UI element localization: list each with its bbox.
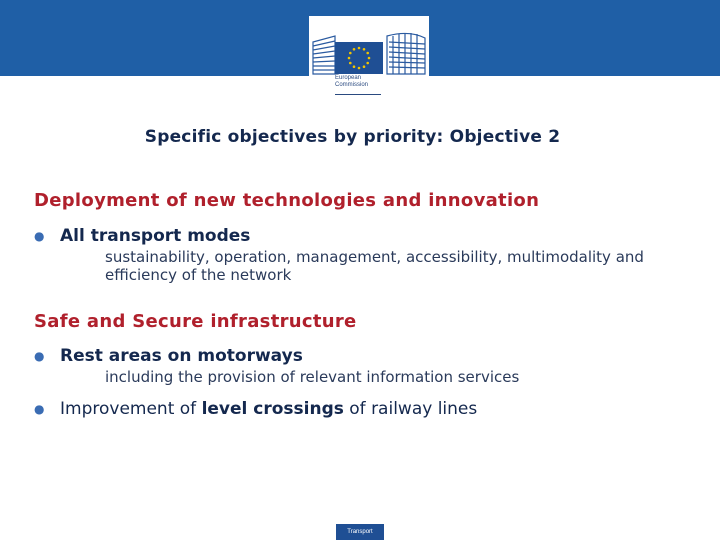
slide-title: Specific objectives by priority: Objective 2 bbox=[144, 127, 561, 147]
logo-text bbox=[335, 75, 368, 89]
bullet-text bbox=[60, 399, 477, 419]
bullet-dot-icon: ● bbox=[34, 402, 45, 416]
bullet-dot-icon: ● bbox=[34, 349, 45, 363]
logo-line-2: Commission bbox=[335, 82, 369, 88]
european-commission-logo bbox=[309, 16, 429, 100]
logo-underline bbox=[335, 94, 381, 95]
commission-building-icon bbox=[309, 16, 429, 76]
section-heading-technologies: Deployment of new technologies and innovation bbox=[34, 190, 540, 211]
bullet-text: Rest areas on motorways bbox=[60, 346, 303, 366]
bullet-subtext-information-services: including the provision of relevant information services bbox=[105, 368, 520, 386]
bullet-text-post: of railway lines bbox=[343, 399, 478, 419]
bullet-dot-icon: ● bbox=[34, 229, 45, 243]
footer-transport-badge: Transport bbox=[336, 524, 384, 540]
bullet-text-bold: level crossings bbox=[201, 399, 344, 419]
section-heading-safe-secure: Safe and Secure infrastructure bbox=[34, 311, 357, 332]
bullet-subtext-network: sustainability, operation, management, accessibility, multimodality and efficiency of the network bbox=[105, 248, 644, 284]
bullet-text-pre: Improvement of bbox=[60, 399, 202, 419]
bullet-text: All transport modes bbox=[60, 226, 251, 246]
logo-line-1: European bbox=[335, 75, 362, 81]
